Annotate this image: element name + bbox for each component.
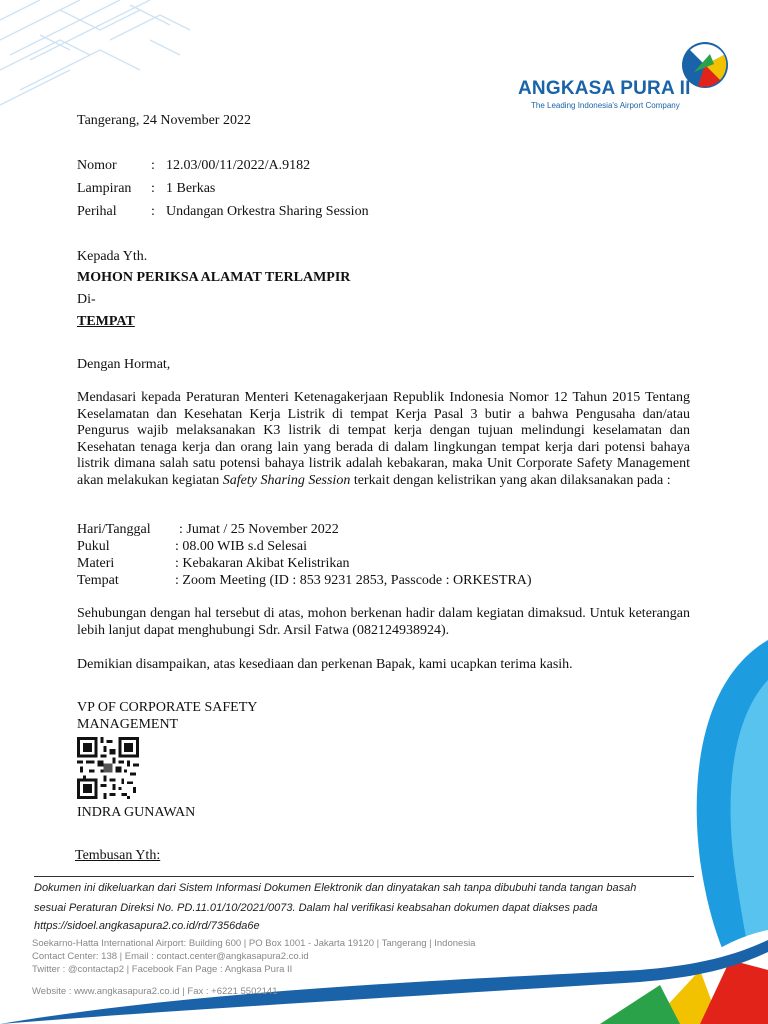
reference-value: 1 Berkas	[166, 181, 216, 196]
detail-label: Materi	[77, 556, 115, 571]
footer-address: Soekarno-Hatta International Airport: Building 600 | PO Box 1001 - Jakarta 19120 | Tangerang | Indonesia	[32, 938, 476, 949]
letter-place-date: Tangerang, 24 November 2022	[77, 113, 251, 128]
detail-label: Tempat	[77, 573, 119, 588]
detail-label: Hari/Tanggal	[77, 522, 151, 537]
footer-social: Twitter : @contactap2 | Facebook Fan Page : Angkasa Pura II	[32, 964, 293, 975]
detail-label: Pukul	[77, 539, 110, 554]
reference-label: Lampiran	[77, 181, 132, 196]
reference-separator: :	[151, 158, 155, 173]
detail-row-tempat	[77, 573, 597, 591]
greeting: Dengan Hormat,	[77, 357, 171, 372]
recipient-di: Di-	[77, 292, 96, 307]
signatory-title-line-1: VP OF CORPORATE SAFETY	[77, 700, 258, 715]
corner-pattern-decoration	[0, 0, 200, 110]
reference-row-lampiran	[77, 181, 477, 199]
detail-value: : Zoom Meeting (ID : 853 9231 2853, Passcode : ORKESTRA)	[175, 573, 532, 588]
reference-separator: :	[151, 181, 155, 196]
footer-contact-center: Contact Center: 138 | Email : contact.center@angkasapura2.co.id	[32, 951, 309, 962]
signatory-name: INDRA GUNAWAN	[77, 805, 196, 820]
carbon-copy-label: Tembusan Yth:	[75, 848, 161, 863]
company-tagline: The Leading Indonesia's Airport Company	[531, 101, 680, 110]
detail-value: : Kebakaran Akibat Kelistrikan	[175, 556, 350, 571]
body-paragraph-2: Sehubungan dengan hal tersebut di atas, mohon berkenan hadir dalam kegiatan dimaksud. Untuk keterangan lebih lanjut dapat menghubungi Sdr. Arsil Fatwa (082124938924).	[77, 606, 690, 638]
recipient-name: MOHON PERIKSA ALAMAT TERLAMPIR	[77, 270, 351, 285]
reference-label: Perihal	[77, 204, 117, 219]
recipient-salutation: Kepada Yth.	[77, 249, 148, 264]
detail-row-hari-tanggal	[77, 522, 597, 540]
company-brand-name: ANGKASA PURA II	[518, 78, 691, 99]
recipient-place: TEMPAT	[77, 314, 135, 329]
footer-notice-line-1: Dokumen ini dikeluarkan dari Sistem Informasi Dokumen Elektronik dan dinyatakan sah tanpa dibubuhi tanda tangan basah	[34, 882, 637, 894]
reference-row-perihal	[77, 204, 477, 222]
signatory-title-line-2: MANAGEMENT	[77, 717, 179, 732]
reference-label: Nomor	[77, 158, 117, 173]
reference-row-nomor	[77, 158, 477, 176]
footer-notice-line-2: sesuai Peraturan Direksi No. PD.11.01/10/2021/0073. Dalam hal verifikasi keabsahan dokumen dapat diakses pada	[34, 902, 598, 914]
footer-website-fax: Website : www.angkasapura2.co.id | Fax : +6221 5502141	[32, 986, 278, 997]
safety-sharing-session-italic: Safety Sharing Session	[222, 472, 351, 488]
detail-row-pukul	[77, 539, 597, 557]
body-paragraph-1-text: Mendasari kepada Peraturan Menteri Ketenagakerjaan Republik Indonesia Nomor 12 Tahun 2015 Tentang Keselamatan dan Kesehatan Kerja Listrik di tempat Kerja Pasal 3 butir a bahwa Pengusaha dan/atau Pengurus wajib melaksanakan K3 listrik di tempat kerja dengan tujuan melindungi keselamatan dan Kesehatan tenaga kerja dan orang lain yang berada di dalam lingkungan tempat kerja dari potensi bahaya listrik dimana salah satu potensi bahaya listrik adalah kebakaran, maka Unit Corporate Safety Management akan melakukan kegiatan	[77, 390, 690, 488]
body-paragraph-1	[77, 390, 690, 489]
reference-separator: :	[151, 204, 155, 219]
detail-value: : 08.00 WIB s.d Selesai	[175, 539, 307, 554]
body-paragraph-1-tail: terkait dengan kelistrikan yang akan dilaksanakan pada :	[350, 472, 671, 488]
reference-value: Undangan Orkestra Sharing Session	[166, 204, 369, 219]
detail-row-materi	[77, 556, 597, 574]
detail-value: : Jumat / 25 November 2022	[179, 522, 339, 537]
closing-sentence: Demikian disampaikan, atas kesediaan dan perkenan Bapak, kami ucapkan terima kasih.	[77, 657, 573, 672]
reference-value: 12.03/00/11/2022/A.9182	[166, 158, 311, 173]
verification-link[interactable]: https://sidoel.angkasapura2.co.id/rd/7356da6e	[34, 920, 260, 932]
